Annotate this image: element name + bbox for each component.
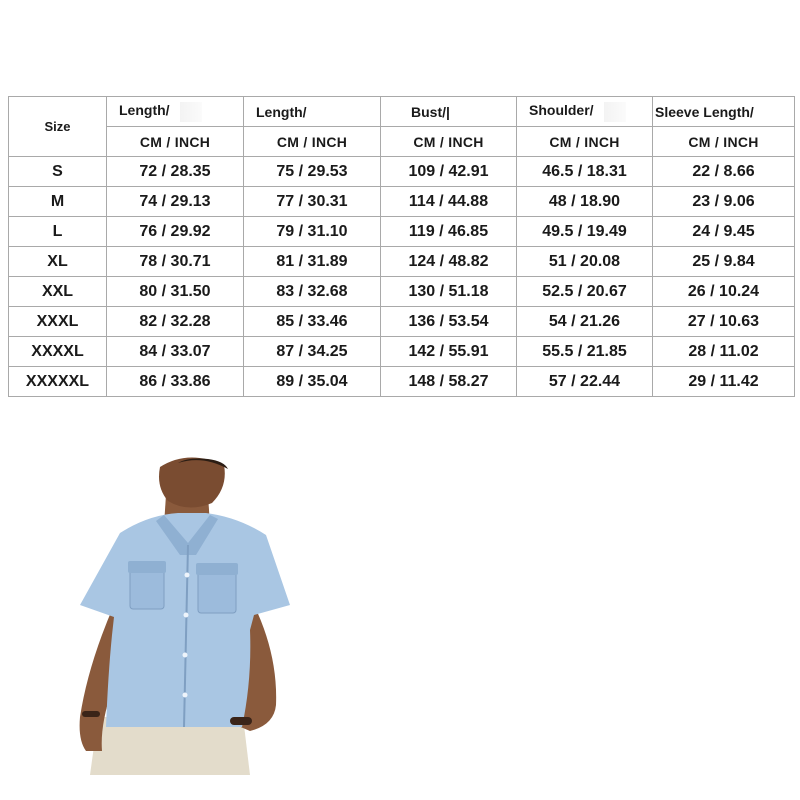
- header-row: [9, 97, 795, 127]
- model-photo: [28, 455, 318, 775]
- table-cell: 75 / 29.53: [244, 157, 381, 187]
- table-cell: 80 / 31.50: [107, 277, 244, 307]
- size-cell: XXXL: [9, 307, 107, 337]
- size-cell: XL: [9, 247, 107, 277]
- table-cell: 22 / 8.66: [653, 157, 795, 187]
- table-cell: 23 / 9.06: [653, 187, 795, 217]
- table-cell: 49.5 / 19.49: [517, 217, 653, 247]
- table-cell: 136 / 53.54: [381, 307, 517, 337]
- units-cell: CM / INCH: [653, 127, 795, 157]
- table-cell: 76 / 29.92: [107, 217, 244, 247]
- table-cell: 83 / 32.68: [244, 277, 381, 307]
- table-cell: 130 / 51.18: [381, 277, 517, 307]
- column-header-bust: Bust/|: [381, 97, 517, 127]
- table-row: [9, 367, 795, 397]
- table-row: [9, 157, 795, 187]
- table-cell: 79 / 31.10: [244, 217, 381, 247]
- smudge-mark: [604, 102, 626, 122]
- table-cell: 55.5 / 21.85: [517, 337, 653, 367]
- head: [159, 457, 225, 507]
- table-cell: 124 / 48.82: [381, 247, 517, 277]
- size-cell: M: [9, 187, 107, 217]
- size-cell: S: [9, 157, 107, 187]
- table-cell: 86 / 33.86: [107, 367, 244, 397]
- table-cell: 81 / 31.89: [244, 247, 381, 277]
- size-chart-table: [8, 96, 795, 397]
- table-cell: 52.5 / 20.67: [517, 277, 653, 307]
- table-cell: 89 / 35.04: [244, 367, 381, 397]
- units-cell: CM / INCH: [107, 127, 244, 157]
- table-cell: 142 / 55.91: [381, 337, 517, 367]
- table-cell: 51 / 20.08: [517, 247, 653, 277]
- table-cell: 25 / 9.84: [653, 247, 795, 277]
- units-cell: CM / INCH: [517, 127, 653, 157]
- column-header-sleeve-length: Sleeve Length/: [653, 97, 795, 127]
- units-row: [9, 127, 795, 157]
- table-cell: 24 / 9.45: [653, 217, 795, 247]
- table-cell: 48 / 18.90: [517, 187, 653, 217]
- table-row: [9, 337, 795, 367]
- size-header: Size: [9, 97, 107, 157]
- table-cell: 119 / 46.85: [381, 217, 517, 247]
- table-cell: 114 / 44.88: [381, 187, 517, 217]
- table-cell: 148 / 58.27: [381, 367, 517, 397]
- smudge-mark: [180, 102, 202, 122]
- table-cell: 87 / 34.25: [244, 337, 381, 367]
- table-cell: 29 / 11.42: [653, 367, 795, 397]
- bracelet: [230, 717, 252, 725]
- table-cell: 78 / 30.71: [107, 247, 244, 277]
- table-row: [9, 217, 795, 247]
- pocket-flap-left: [128, 561, 166, 573]
- column-header-length-2: Length/: [244, 97, 381, 127]
- table-cell: 27 / 10.63: [653, 307, 795, 337]
- units-cell: CM / INCH: [381, 127, 517, 157]
- size-cell: L: [9, 217, 107, 247]
- table-row: [9, 307, 795, 337]
- bracelet: [82, 711, 100, 717]
- column-header-shoulder: Shoulder/: [517, 97, 653, 127]
- table-cell: 84 / 33.07: [107, 337, 244, 367]
- table-cell: 72 / 28.35: [107, 157, 244, 187]
- size-cell: XXXXXL: [9, 367, 107, 397]
- table-row: [9, 187, 795, 217]
- pocket-flap-right: [196, 563, 238, 575]
- table-cell: 57 / 22.44: [517, 367, 653, 397]
- table-cell: 82 / 32.28: [107, 307, 244, 337]
- size-cell: XXL: [9, 277, 107, 307]
- table-cell: 54 / 21.26: [517, 307, 653, 337]
- table-cell: 28 / 11.02: [653, 337, 795, 367]
- table-row: [9, 247, 795, 277]
- table-cell: 109 / 42.91: [381, 157, 517, 187]
- table-cell: 74 / 29.13: [107, 187, 244, 217]
- table-cell: 77 / 30.31: [244, 187, 381, 217]
- table-cell: 26 / 10.24: [653, 277, 795, 307]
- units-cell: CM / INCH: [244, 127, 381, 157]
- table-cell: 85 / 33.46: [244, 307, 381, 337]
- table-cell: 46.5 / 18.31: [517, 157, 653, 187]
- table-row: [9, 277, 795, 307]
- size-cell: XXXXL: [9, 337, 107, 367]
- column-header-length-1: Length/: [107, 97, 244, 127]
